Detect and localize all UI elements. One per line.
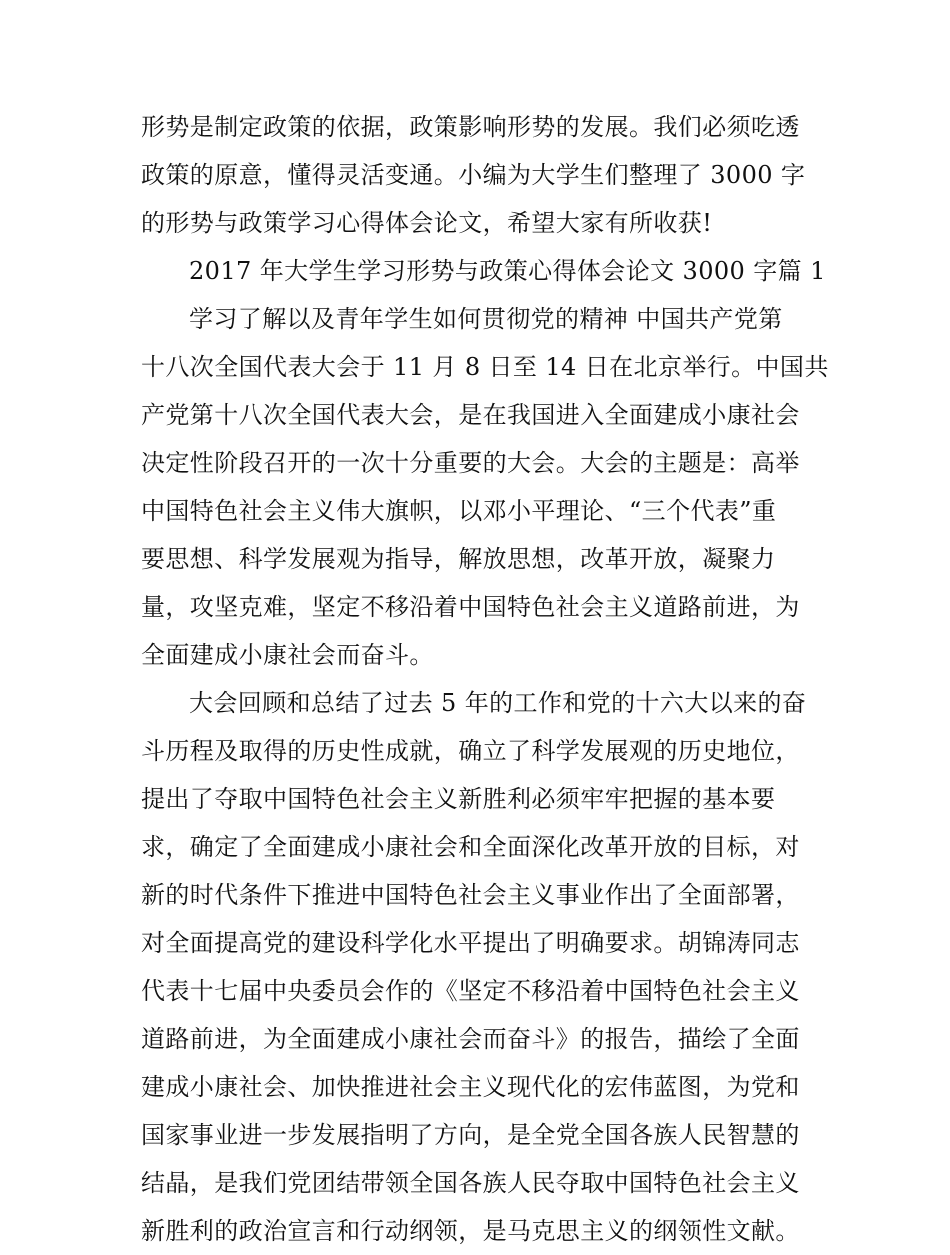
text-line: 学习了解以及青年学生如何贯彻党的精神 中国共产党第 <box>189 305 783 333</box>
text-line: 量，攻坚克难，坚定不移沿着中国特色社会主义道路前进，为 <box>141 593 800 621</box>
text-line: 形势是制定政策的依据，政策影响形势的发展。我们必须吃透 <box>141 113 800 141</box>
text-line: 全面建成小康社会而奋斗。 <box>141 641 434 669</box>
text-line: 决定性阶段召开的一次十分重要的大会。大会的主题是：高举 <box>141 449 800 477</box>
text-line: 十八次全国代表大会于 11 月 8 日至 14 日在北京举行。中国共 <box>141 353 829 381</box>
text-line: 新胜利的政治宣言和行动纲领，是马克思主义的纲领性文献。 <box>141 1217 800 1245</box>
text-line: 要思想、科学发展观为指导，解放思想，改革开放，凝聚力 <box>141 545 776 573</box>
text-line: 道路前进，为全面建成小康社会而奋斗》的报告，描绘了全面 <box>141 1025 800 1053</box>
document-body <box>141 103 829 1255</box>
text-line: 结晶，是我们党团结带领全国各族人民夺取中国特色社会主义 <box>141 1169 800 1197</box>
text-line: 国家事业进一步发展指明了方向，是全党全国各族人民智慧的 <box>141 1121 800 1149</box>
article-heading: 2017 年大学生学习形势与政策心得体会论文 3000 字篇 1 <box>189 257 826 285</box>
text-line: 对全面提高党的建设科学化水平提出了明确要求。胡锦涛同志 <box>141 929 800 957</box>
text-line: 提出了夺取中国特色社会主义新胜利必须牢牢把握的基本要 <box>141 785 776 813</box>
text-line: 产党第十八次全国代表大会，是在我国进入全面建成小康社会 <box>141 401 800 429</box>
text-line: 大会回顾和总结了过去 5 年的工作和党的十六大以来的奋 <box>189 689 807 717</box>
text-line: 斗历程及取得的历史性成就，确立了科学发展观的历史地位， <box>141 737 800 765</box>
text-line: 的形势与政策学习心得体会论文，希望大家有所收获! <box>141 209 713 237</box>
text-line: 政策的原意，懂得灵活变通。小编为大学生们整理了 3000 字 <box>141 161 806 189</box>
text-line: 中国特色社会主义伟大旗帜，以邓小平理论、“三个代表”重 <box>141 497 777 525</box>
text-line: 建成小康社会、加快推进社会主义现代化的宏伟蓝图，为党和 <box>141 1073 800 1101</box>
text-line: 代表十七届中央委员会作的《坚定不移沿着中国特色社会主义 <box>141 977 800 1005</box>
text-line: 新的时代条件下推进中国特色社会主义事业作出了全面部署， <box>141 881 800 909</box>
text-line: 求，确定了全面建成小康社会和全面深化改革开放的目标，对 <box>141 833 800 861</box>
